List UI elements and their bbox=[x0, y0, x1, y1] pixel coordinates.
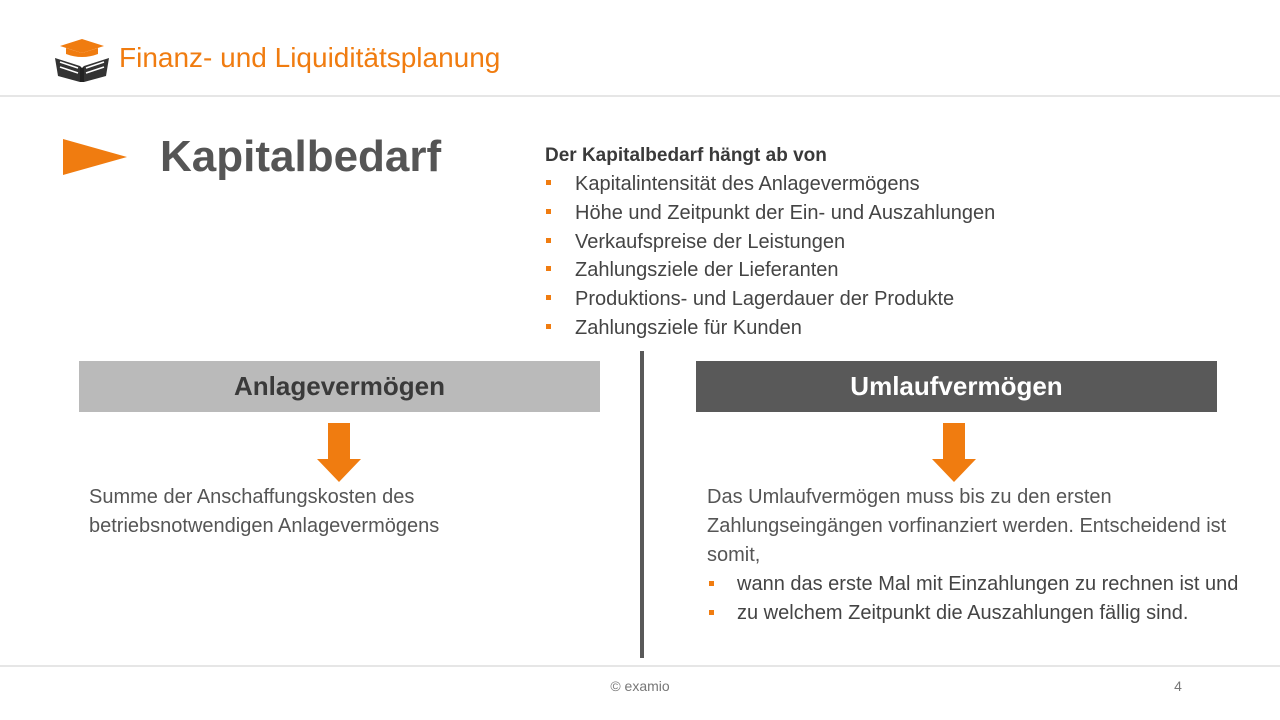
orange-pennant-icon bbox=[62, 138, 128, 176]
arrow-down-icon bbox=[316, 423, 362, 483]
page-number: 4 bbox=[1174, 678, 1182, 694]
footer-copyright: © examio bbox=[610, 678, 670, 694]
graduation-cap-book-icon bbox=[52, 36, 112, 86]
umlaufvermoegen-heading: Umlaufvermögen bbox=[696, 361, 1217, 412]
umlaufvermoegen-text: Das Umlaufvermögen muss bis zu den ersten Zahlungseingängen vorfinanziert werden. Entscheidend ist somit, bbox=[707, 486, 1227, 566]
anlagevermoegen-text: Summe der Anschaffungskosten des betriebsnotwendigen Anlagevermögens bbox=[89, 486, 440, 537]
column-divider bbox=[640, 351, 644, 658]
header-divider bbox=[0, 95, 1280, 97]
footer-divider bbox=[0, 665, 1280, 667]
umlaufvermoegen-bullets bbox=[707, 570, 1247, 628]
header-logo bbox=[52, 36, 112, 86]
slide-title: Kapitalbedarf bbox=[160, 132, 442, 181]
list-item: Kapitalintensität des Anlagevermögens bbox=[545, 170, 995, 199]
list-item: zu welchem Zeitpunkt die Auszahlungen fällig sind. bbox=[707, 599, 1247, 628]
factors-intro: Der Kapitalbedarf hängt ab von bbox=[545, 145, 827, 166]
header-title: Finanz- und Liquiditätsplanung bbox=[119, 42, 501, 73]
arrow-down-icon bbox=[931, 423, 977, 483]
right-arrow bbox=[931, 423, 977, 483]
list-item: wann das erste Mal mit Einzahlungen zu rechnen ist und bbox=[707, 570, 1247, 599]
list-item: Zahlungsziele der Lieferanten bbox=[545, 256, 995, 285]
list-item: Produktions- und Lagerdauer der Produkte bbox=[545, 285, 995, 314]
list-item: Verkaufspreise der Leistungen bbox=[545, 228, 995, 257]
title-marker bbox=[62, 138, 128, 176]
left-arrow bbox=[316, 423, 362, 483]
list-item: Zahlungsziele für Kunden bbox=[545, 314, 995, 343]
anlagevermoegen-heading: Anlagevermögen bbox=[79, 361, 600, 412]
factor-list bbox=[545, 170, 995, 343]
list-item: Höhe und Zeitpunkt der Ein- und Auszahlungen bbox=[545, 199, 995, 228]
